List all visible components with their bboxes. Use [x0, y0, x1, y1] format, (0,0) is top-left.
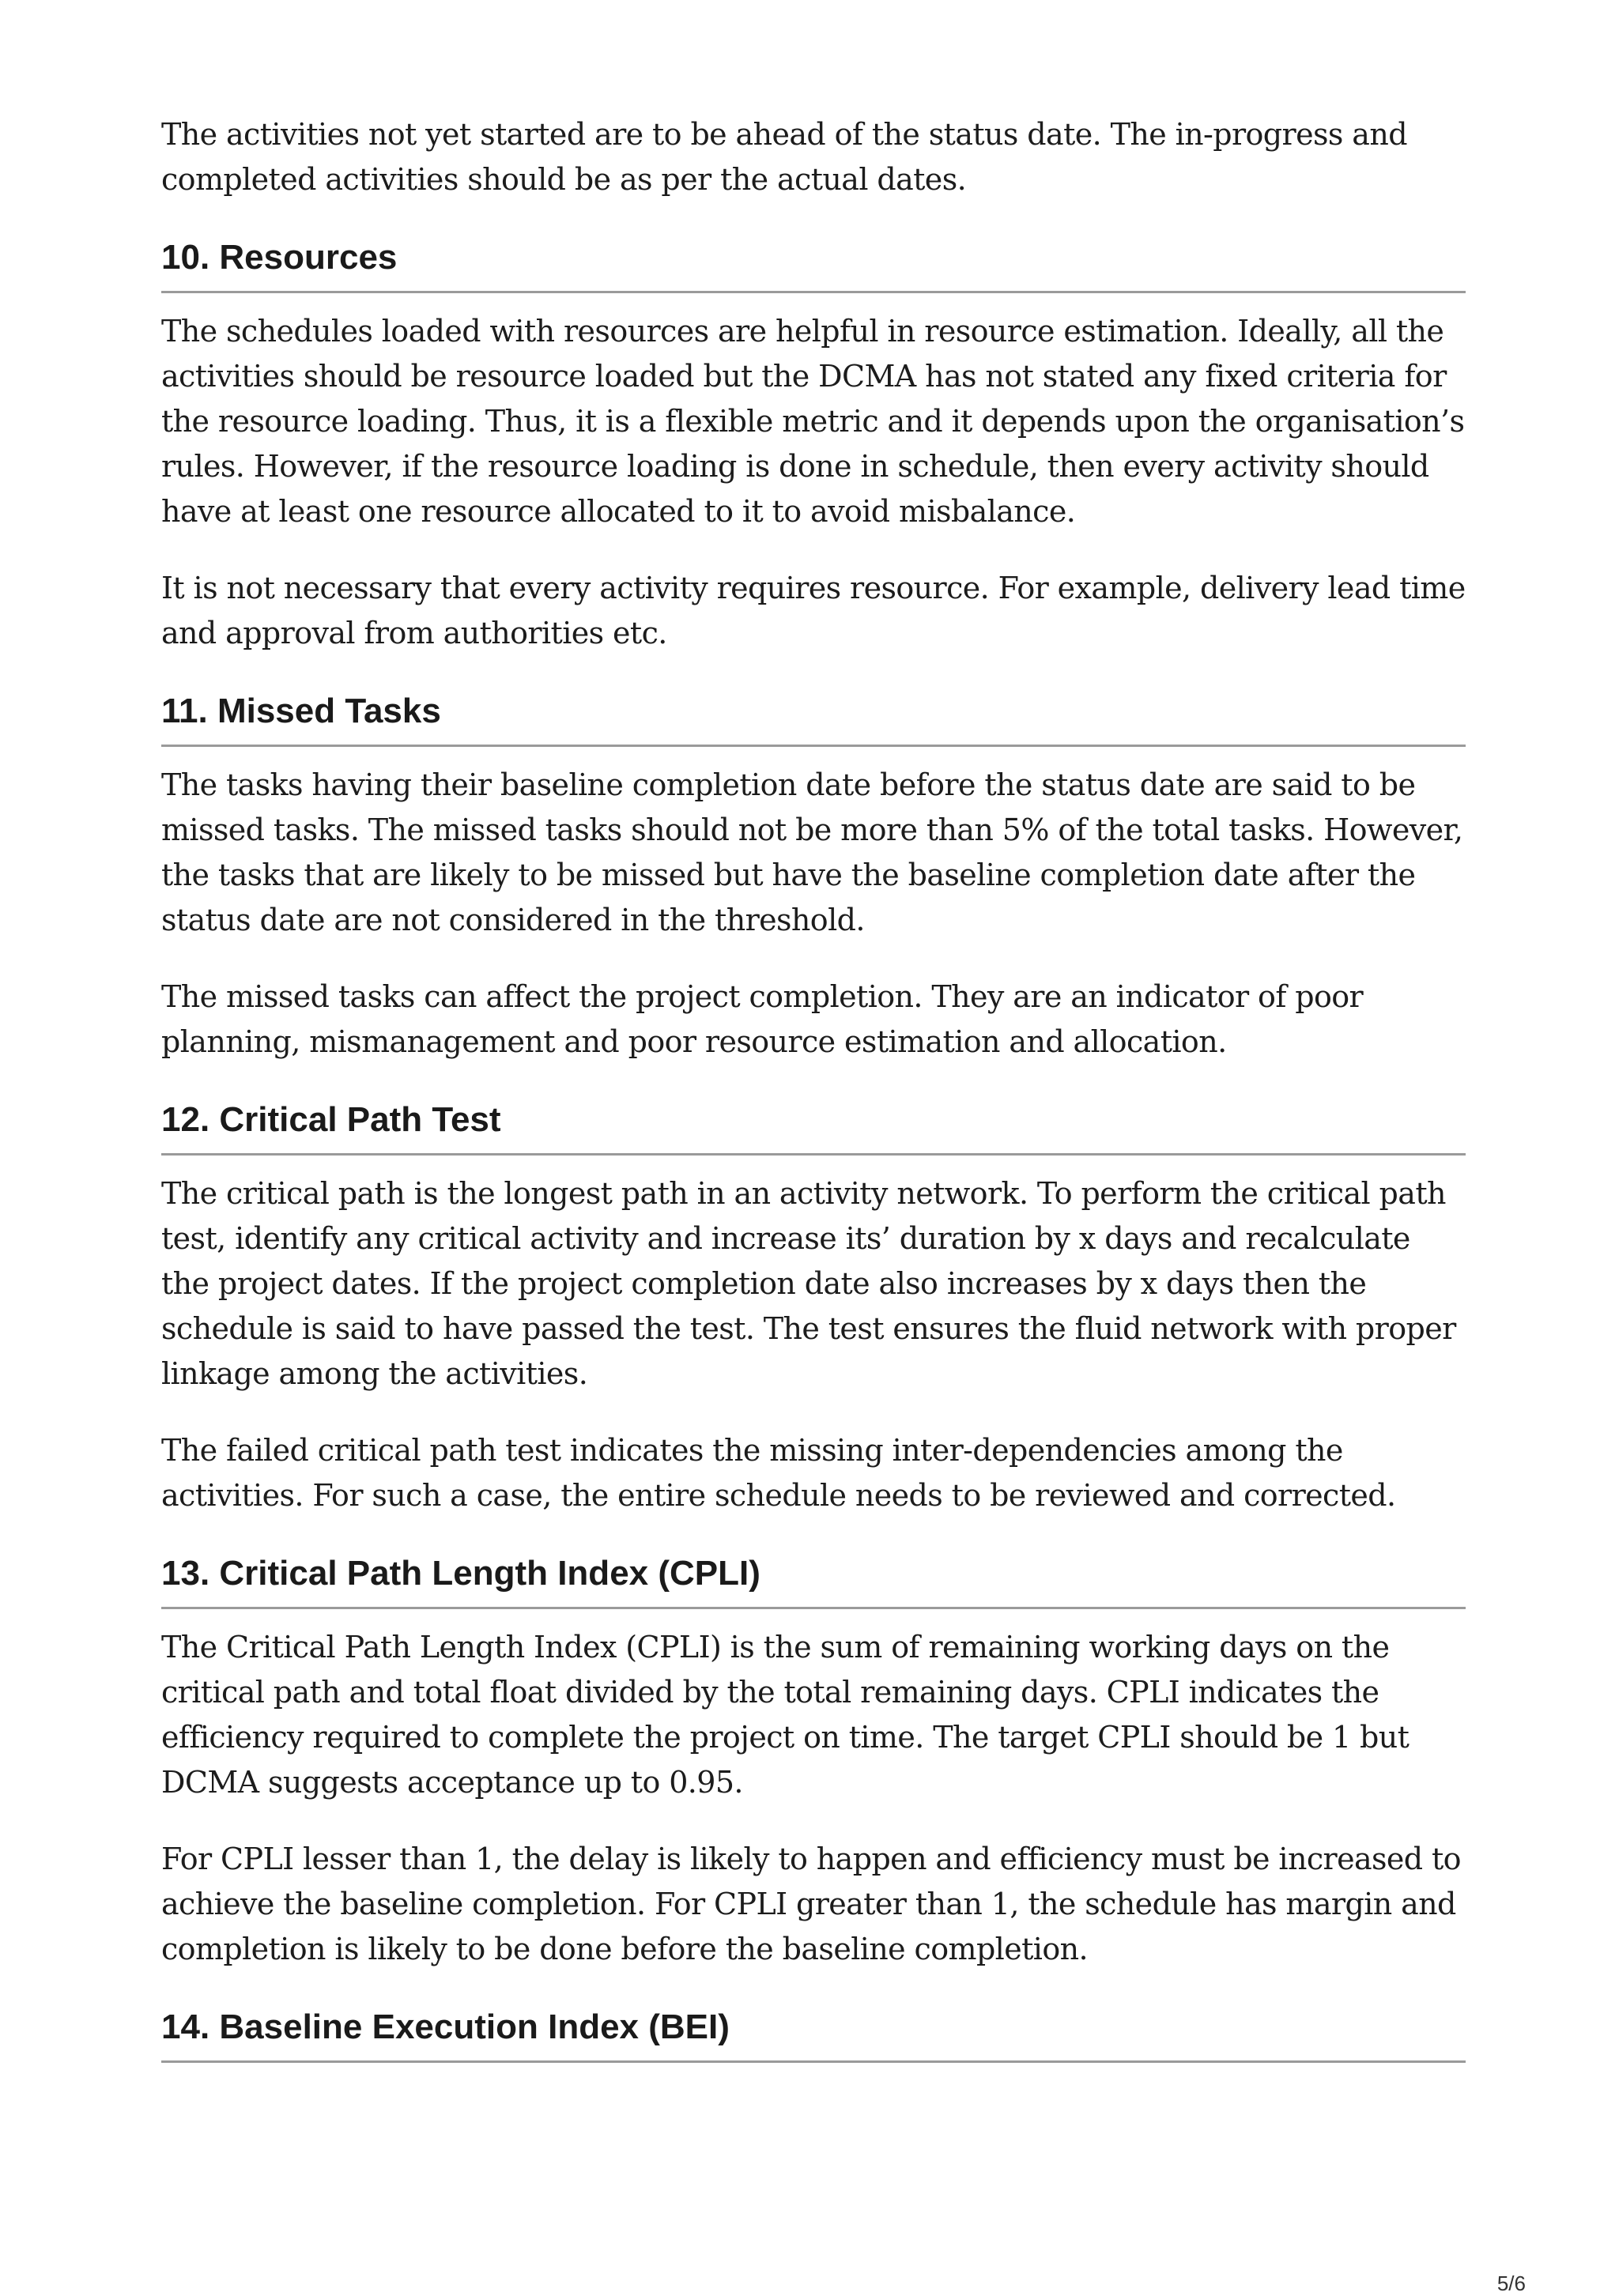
section-heading-critical-path-test: 12. Critical Path Test	[161, 1096, 1466, 1156]
critical-path-test-paragraph-1: The critical path is the longest path in an activity network. To perform the critical path test, identify any critical activity and increase its’ duration by x days and recalculate the project dates. If the project completion date also increases by x days then the schedule is said to have passed the test. The test ensures the fluid network with proper linkage among the activities.	[161, 1176, 1456, 1391]
intro-paragraph: The activities not yet started are to be ahead of the status date. The in-progress and completed activities should be as per the actual dates.	[161, 117, 1407, 197]
cpli-paragraph-2: For CPLI lesser than 1, the delay is likely to happen and efficiency must be increased to achieve the baseline completion. For CPLI greater than 1, the schedule has margin and completion is likely to be done before the baseline completion.	[161, 1842, 1461, 1966]
document-body	[161, 112, 1466, 2079]
section-heading-bei: 14. Baseline Execution Index (BEI)	[161, 2004, 1466, 2063]
cpli-paragraph-1: The Critical Path Length Index (CPLI) is the sum of remaining working days on the critical path and total float divided by the total remaining days. CPLI indicates the efficiency required to complete the project on time. The target CPLI should be 1 but DCMA suggests acceptance up to 0.95.	[161, 1630, 1410, 1800]
critical-path-test-paragraph-2: The failed critical path test indicates the missing inter-dependencies among the activities. For such a case, the entire schedule needs to be reviewed and corrected.	[161, 1433, 1396, 1513]
section-heading-missed-tasks: 11. Missed Tasks	[161, 688, 1466, 747]
resources-paragraph-1: The schedules loaded with resources are helpful in resource estimation. Ideally, all the activities should be resource loaded but the DCMA has not stated any fixed criteria for the resource loading. Thus, it is a flexible metric and it depends upon the organisation’s rules. However, if the resource loading is done in schedule, then every activity should have at least one resource allocated to it to avoid misbalance.	[161, 314, 1465, 529]
missed-tasks-paragraph-2: The missed tasks can affect the project completion. They are an indicator of poor planning, mismanagement and poor resource estimation and allocation.	[161, 979, 1364, 1059]
resources-paragraph-2: It is not necessary that every activity requires resource. For example, delivery lead time and approval from authorities etc.	[161, 571, 1466, 650]
page-number: 5/6	[1496, 2271, 1526, 2295]
missed-tasks-paragraph-1: The tasks having their baseline completion date before the status date are said to be missed tasks. The missed tasks should not be more than 5% of the total tasks. However, the tasks that are likely to be missed but have the baseline completion date after the status date are not considered in the threshold.	[161, 767, 1463, 937]
section-heading-cpli: 13. Critical Path Length Index (CPLI)	[161, 1550, 1466, 1609]
section-heading-resources: 10. Resources	[161, 234, 1466, 293]
